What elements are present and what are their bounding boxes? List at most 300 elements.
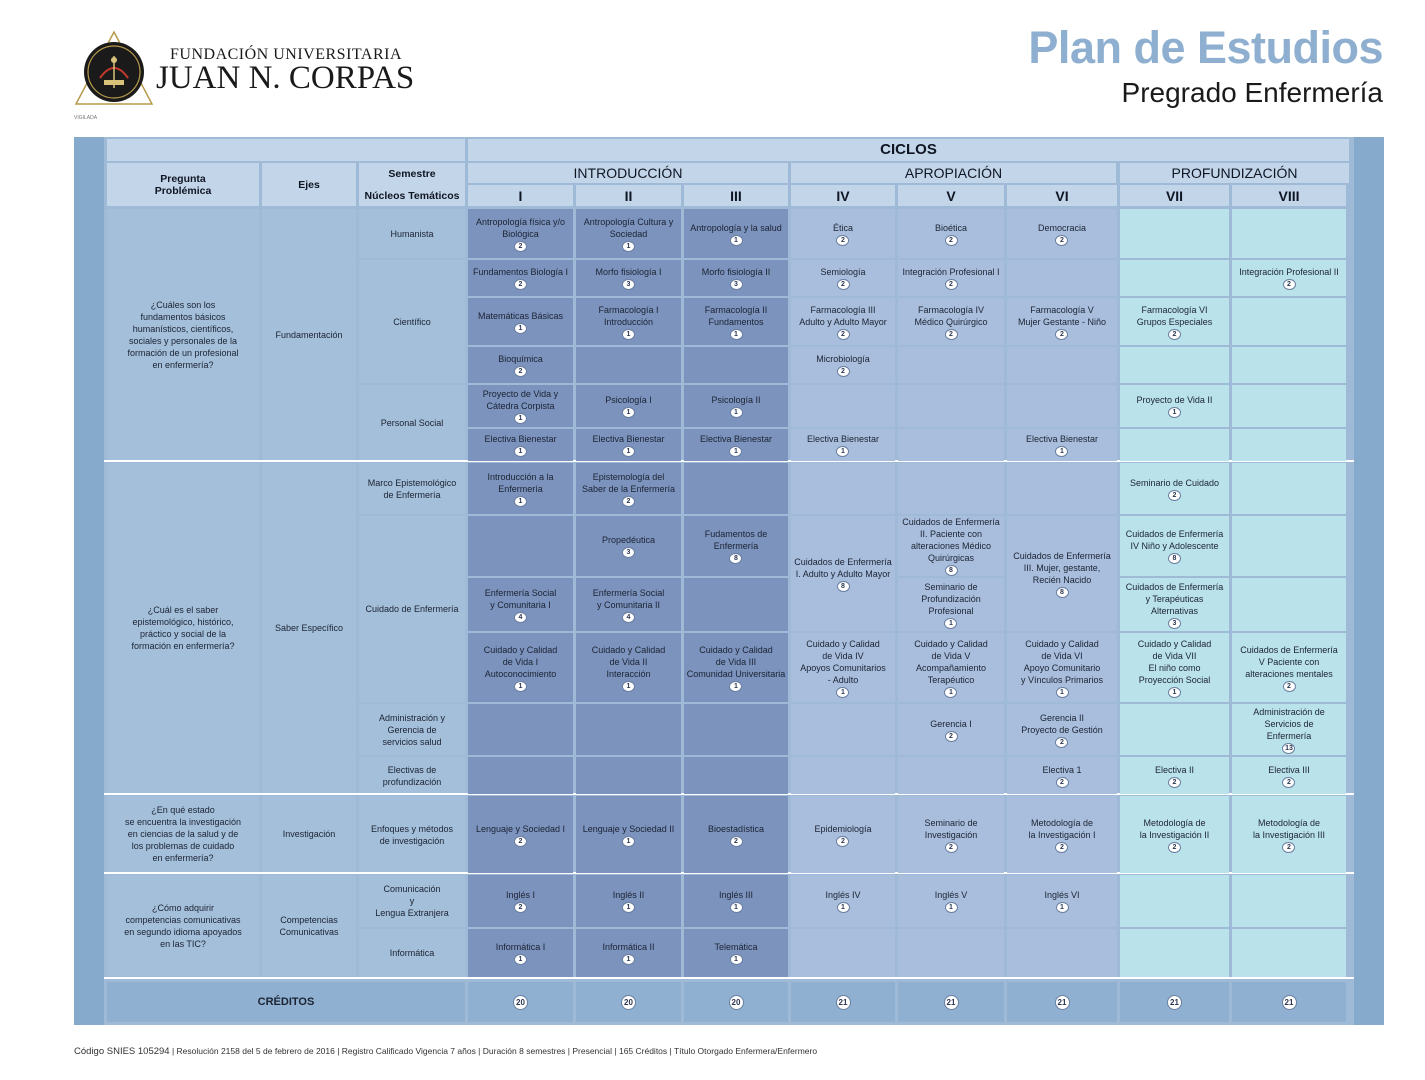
course-name: Integración Profesional II — [1239, 267, 1339, 277]
course — [914, 304, 987, 340]
course-name: Farmacología V Mujer Gestante - Niño — [1017, 304, 1107, 327]
course — [1018, 304, 1106, 340]
course-cell — [1007, 347, 1117, 383]
course — [930, 718, 972, 742]
course-name: Bioética — [934, 222, 968, 233]
course-cell — [898, 347, 1004, 383]
semester-2 — [576, 185, 681, 206]
course — [598, 304, 658, 340]
course-name: Electiva III — [1268, 764, 1310, 775]
course — [484, 433, 556, 457]
semester-8 — [1232, 185, 1346, 206]
semester-5 — [898, 185, 1004, 206]
nucleo-6 — [359, 704, 465, 755]
credit-badge: 2 — [945, 731, 958, 742]
course-cell — [684, 385, 788, 427]
course — [1028, 817, 1095, 853]
nucleo-text: Informática — [389, 948, 435, 958]
course-name: Electiva Bienestar — [806, 434, 880, 444]
course-name: Cuidados de Enfermería IV Niño y Adolescente — [1125, 529, 1224, 551]
nucleo-text: Marco Epistemológico de Enfermería — [367, 477, 457, 500]
course-cell — [791, 260, 895, 296]
course-name: Enfermería Social y Comunitaria II — [592, 587, 665, 610]
nucleo-4 — [359, 463, 465, 514]
credits-cell — [576, 982, 681, 1022]
course — [1126, 528, 1224, 564]
course — [1137, 304, 1213, 340]
question-text: ¿Cuál es el saber epistemológico, histórico, práctico y social de la formación en enfermería? — [131, 605, 235, 651]
course-cell — [576, 633, 681, 702]
course-cell — [1120, 633, 1229, 702]
course-name: Administración de Servicios de Enfermería — [1253, 706, 1325, 741]
course-cell — [576, 209, 681, 258]
course-cell — [468, 429, 573, 461]
credit-badge: 2 — [1283, 681, 1296, 692]
course-name: Lenguaje y Sociedad I — [475, 823, 566, 834]
credit-badge: 2 — [1283, 279, 1296, 290]
course — [714, 941, 757, 965]
course — [1126, 581, 1224, 629]
course-name: Farmacología III Adulto y Adulto Mayor — [799, 304, 887, 327]
semester-7 — [1120, 185, 1229, 206]
course-cell — [791, 757, 895, 794]
course-name: Electiva 1 — [1042, 764, 1082, 775]
course-cell — [468, 463, 573, 514]
header-blank — [107, 139, 465, 161]
course-name: Farmacología VI Grupos Especiales — [1136, 304, 1213, 327]
course-name: Morfo fisiología II — [701, 267, 771, 277]
course-cell — [576, 796, 681, 873]
course-cell — [1120, 385, 1229, 427]
course-cell — [576, 260, 681, 296]
course-cell — [1007, 516, 1117, 631]
question-text: ¿En qué estado se encuentra la investigación en ciencias de la salud y de los problemas de cuidado en enfermería? — [124, 805, 242, 863]
credit-badge: 2 — [514, 836, 527, 847]
course — [1138, 638, 1212, 698]
course-cell — [791, 516, 895, 631]
course-name: Ética — [832, 222, 853, 233]
course — [1013, 550, 1111, 598]
course-name: Telemática — [714, 942, 758, 952]
page-title: Plan de Estudios — [1028, 22, 1383, 73]
course-name: Electiva Bienestar — [699, 434, 773, 444]
course-name: Semiología — [820, 267, 866, 277]
course — [485, 587, 557, 623]
course — [605, 394, 652, 418]
course-cell — [898, 385, 1004, 427]
course — [814, 823, 871, 847]
course-cell — [898, 463, 1004, 514]
course-name: Inglés II — [612, 890, 645, 900]
course — [902, 516, 1000, 576]
question-2 — [107, 463, 259, 793]
total-credits-badge: 20 — [513, 995, 528, 1010]
course-name: Bioestadística — [707, 823, 765, 834]
course-cell — [468, 757, 573, 794]
course-cell — [898, 929, 1004, 977]
course-name: Inglés III — [718, 890, 754, 900]
course-name: Electiva Bienestar — [484, 434, 557, 444]
credits-cell — [1232, 982, 1346, 1022]
course-name: Farmacología II Fundamentos — [704, 304, 768, 327]
course — [602, 941, 654, 965]
course — [487, 471, 553, 507]
course — [473, 266, 568, 290]
course — [935, 222, 967, 246]
credit-badge: 2 — [1055, 235, 1068, 246]
nucleo-text: Humanista — [390, 228, 434, 239]
credit-badge: 2 — [1168, 329, 1181, 340]
course-cell — [1120, 875, 1229, 927]
credit-badge: 1 — [944, 687, 957, 698]
course-name: Psicología II — [711, 395, 761, 405]
course-cell — [791, 463, 895, 514]
credit-badge: 2 — [945, 235, 958, 246]
credits-cell — [1120, 982, 1229, 1022]
course-name: Matemáticas Básicas — [477, 310, 564, 321]
credits-label — [107, 982, 465, 1022]
course-cell — [576, 929, 681, 977]
course-cell — [791, 796, 895, 873]
nucleo-5 — [359, 516, 465, 702]
course-cell — [1120, 704, 1229, 755]
axis-4 — [262, 875, 356, 976]
ejes-header-text: Ejes — [298, 178, 320, 191]
course-cell — [1120, 347, 1229, 383]
course — [1038, 222, 1086, 246]
axis-text: Fundamentación — [275, 329, 343, 340]
axis-2 — [262, 463, 356, 793]
credit-badge: 1 — [514, 413, 527, 424]
course-cell — [576, 298, 681, 345]
course-cell — [468, 385, 573, 427]
course — [592, 644, 666, 692]
course — [583, 823, 675, 847]
course-cell — [791, 385, 895, 427]
course-cell — [1232, 260, 1346, 296]
course-cell — [791, 704, 895, 755]
course — [496, 941, 546, 965]
credit-badge: 2 — [1056, 777, 1069, 788]
cycle-apropiacion — [791, 163, 1116, 183]
course — [1253, 706, 1325, 754]
course — [902, 266, 999, 290]
course — [1268, 764, 1310, 788]
credit-badge: 1 — [730, 902, 743, 913]
course-cell — [1007, 463, 1117, 514]
credit-badge: 2 — [514, 279, 527, 290]
course — [719, 889, 753, 913]
course-cell — [898, 298, 1004, 345]
course-name: Cuidados de Enfermería III. Mujer, gestante, Recién Nacido — [1013, 550, 1111, 585]
course-cell — [1007, 429, 1117, 461]
question-text: ¿Cómo adquirir competencias comunicativas en segundo idioma apoyados en las TIC? — [124, 902, 242, 949]
course-cell — [468, 875, 573, 927]
course-name: Cuidado y Calidad de Vida II Interacción — [591, 644, 666, 679]
course-cell — [898, 429, 1004, 461]
semester-4 — [791, 185, 895, 206]
course-name: Cuidado y Calidad de Vida IV Apoyos Comunitarios - Adulto — [800, 638, 886, 685]
cycle-introduccion-text: INTRODUCCIÓN — [573, 165, 683, 181]
semester-5-text: V — [946, 187, 956, 204]
credit-badge: 2 — [837, 366, 850, 377]
course-cell — [791, 875, 895, 927]
course — [506, 889, 535, 913]
credit-badge: 2 — [836, 235, 849, 246]
course — [833, 222, 853, 246]
course-cell — [791, 209, 895, 258]
course-name: Epidemiología — [814, 823, 872, 834]
nucleo-text: Administración y Gerencia de servicios salud — [378, 712, 446, 747]
course-cell — [1120, 429, 1229, 461]
credit-badge: 1 — [837, 902, 850, 913]
org-name-line2: JUAN N. CORPAS — [156, 60, 415, 96]
course-name: Inglés VI — [1044, 890, 1080, 900]
course-cell — [684, 875, 788, 927]
course-cell — [576, 875, 681, 927]
course — [914, 638, 988, 698]
cycle-profundizacion — [1120, 163, 1349, 183]
course-name: Inglés IV — [825, 890, 861, 900]
course — [711, 394, 760, 418]
credits-cell — [468, 982, 573, 1022]
credit-badge: 2 — [1282, 842, 1295, 853]
course — [498, 353, 543, 377]
course-cell — [684, 757, 788, 794]
course-name: Fudamentos de Enfermería — [704, 529, 768, 551]
semester-8-text: VIII — [1278, 187, 1300, 204]
course-cell — [468, 929, 573, 977]
course-cell — [1007, 929, 1117, 977]
course — [1044, 889, 1079, 913]
credit-badge: 4 — [622, 612, 635, 623]
course — [483, 388, 558, 424]
nucleo-7 — [359, 757, 465, 794]
course-name: Bioquímica — [498, 354, 543, 364]
semester-3 — [684, 185, 788, 206]
course — [825, 889, 860, 913]
course — [1021, 712, 1103, 748]
credit-badge: 1 — [622, 329, 635, 340]
course-name: Epistemología del Saber de la Enfermería — [581, 471, 676, 494]
total-credits-badge: 20 — [729, 995, 744, 1010]
semester-2-text: II — [624, 187, 633, 204]
course-name: Antropología física y/o Biológica — [475, 216, 566, 239]
course-name: Farmacología IV Médico Quirúrgico — [914, 304, 988, 327]
course-cell — [1120, 209, 1229, 258]
semester-1-text: I — [518, 187, 523, 204]
credit-badge: 1 — [1056, 687, 1069, 698]
course-cell — [791, 429, 895, 461]
credit-badge: 1 — [622, 446, 635, 457]
credits-cell — [684, 982, 788, 1022]
credit-badge: 1 — [1056, 902, 1069, 913]
course-cell — [468, 578, 573, 631]
course-name: Proyecto de Vida II — [1136, 395, 1213, 405]
page-subtitle: Pregrado Enfermería — [1121, 77, 1383, 108]
question-1 — [107, 209, 259, 460]
course-cell — [1232, 209, 1346, 258]
course-cell — [468, 633, 573, 702]
course-name: Metodología de la Investigación I — [1028, 817, 1096, 840]
course-cell — [468, 704, 573, 755]
course-name: Antropología Cultura y Sociedad — [583, 216, 674, 239]
course — [794, 556, 892, 592]
course-cell — [468, 209, 573, 258]
semester-4-text: IV — [836, 187, 850, 204]
course-cell — [1120, 463, 1229, 514]
course-cell — [1232, 463, 1346, 514]
course-name: Cuidados de Enfermería y Terapéuticas Alternativas — [1125, 581, 1224, 616]
course-cell — [898, 875, 1004, 927]
course — [1130, 477, 1219, 501]
total-credits-badge: 21 — [1055, 995, 1070, 1010]
course — [1137, 394, 1213, 418]
course-name: Cuidado y Calidad de Vida V Acompañamiento Terapéutico — [914, 638, 988, 685]
pregunta-header — [107, 163, 259, 206]
group-divider — [104, 977, 1354, 979]
course — [582, 471, 675, 507]
total-credits-badge: 21 — [1282, 995, 1297, 1010]
credit-badge: 1 — [1168, 407, 1181, 418]
course-name: Seminario de Cuidado — [1129, 477, 1220, 488]
course-cell — [1232, 578, 1346, 631]
axis-text: Investigación — [282, 829, 336, 839]
credit-badge: 1 — [622, 241, 635, 252]
question-3 — [107, 796, 259, 872]
course — [924, 817, 977, 853]
credit-badge: 2 — [514, 366, 527, 377]
credit-badge: 1 — [622, 836, 635, 847]
course-cell — [1007, 875, 1117, 927]
course — [1042, 764, 1081, 788]
credit-badge: 2 — [837, 329, 850, 340]
course — [613, 889, 645, 913]
credit-badge: 2 — [945, 329, 958, 340]
course-cell — [684, 463, 788, 514]
course-name: Lenguaje y Sociedad II — [582, 823, 675, 834]
course-cell — [898, 796, 1004, 873]
credit-badge: 1 — [622, 902, 635, 913]
question-text: ¿Cuáles son los fundamentos básicos humanísticos, científicos, sociales y personales de la formación de un profesional en enfermería? — [127, 299, 239, 370]
ciclos-header — [468, 139, 1349, 161]
course-cell — [1232, 429, 1346, 461]
org-name-line1: FUNDACIÓN UNIVERSITARIA — [170, 46, 402, 63]
nucleo-text: Personal Social — [380, 418, 444, 428]
course-cell — [684, 516, 788, 576]
nucleo-1 — [359, 209, 465, 258]
credit-badge: 2 — [730, 836, 743, 847]
course-cell — [791, 633, 895, 702]
pregunta-header-text: Pregunta Problémica — [154, 172, 212, 197]
course-cell — [898, 633, 1004, 702]
semester-3-text: III — [730, 187, 742, 204]
course-cell — [791, 347, 895, 383]
course-cell — [898, 260, 1004, 296]
course — [1240, 644, 1338, 692]
course — [1140, 817, 1210, 853]
course-name: Cuidados de Enfermería V Paciente con alteraciones mentales — [1240, 644, 1338, 679]
course-cell — [1232, 347, 1346, 383]
credit-badge: 2 — [945, 279, 958, 290]
credit-badge: 1 — [836, 446, 849, 457]
course-cell — [684, 578, 788, 631]
nucleo-text: Comunicación y Lengua Extranjera — [375, 884, 449, 918]
nucleo-3 — [359, 385, 465, 461]
course-cell — [576, 347, 681, 383]
course-cell — [898, 209, 1004, 258]
credit-badge: 2 — [514, 902, 527, 913]
credit-badge: 2 — [1282, 777, 1295, 788]
ciclos-header-text: CICLOS — [880, 141, 937, 158]
course-name: Morfo fisiología I — [595, 267, 662, 277]
credit-badge: 3 — [622, 279, 635, 290]
course-cell — [684, 298, 788, 345]
credit-badge: 2 — [622, 496, 635, 507]
course-cell — [576, 385, 681, 427]
course-cell — [576, 516, 681, 576]
course-name: Cuidado y Calidad de Vida III Comunidad Universitaria — [686, 644, 786, 679]
course — [592, 433, 664, 457]
credit-badge: 1 — [622, 407, 635, 418]
course-cell — [468, 260, 573, 296]
footer-details: | Resolución 2158 del 5 de febrero de 2016 | Registro Calificado Vigencia 7 años | Duración 8 semestres | Presencial | 165 Créditos | Título Otorgado Enfermera/Enfermero — [171, 1046, 818, 1056]
axis-text: Saber Específico — [274, 623, 344, 633]
course-cell — [684, 796, 788, 873]
credits-cell — [1007, 982, 1117, 1022]
credit-badge: 2 — [1168, 777, 1181, 788]
course-cell — [1007, 633, 1117, 702]
course — [1239, 266, 1339, 290]
question-4 — [107, 875, 259, 976]
course-cell — [684, 633, 788, 702]
course-cell — [468, 796, 573, 873]
cycle-introduccion — [468, 163, 788, 183]
course — [921, 581, 981, 629]
course-name: Inglés I — [505, 890, 536, 900]
course-name: Introducción a la Enfermería — [487, 471, 554, 494]
total-credits-badge: 21 — [1167, 995, 1182, 1010]
course-name: Metodología de la Investigación II — [1139, 817, 1210, 840]
course-name: Psicología I — [605, 395, 652, 405]
course-name: Democracia — [1037, 222, 1086, 233]
total-credits-badge: 20 — [621, 995, 636, 1010]
credit-badge: 1 — [730, 235, 743, 246]
course — [595, 266, 661, 290]
course — [687, 644, 786, 692]
nucleos-header-text: Núcleos Temáticos — [364, 189, 460, 202]
semester-1 — [468, 185, 573, 206]
nucleo-2 — [359, 260, 465, 383]
credit-badge: 13 — [1282, 743, 1295, 754]
credit-badge: 3 — [622, 547, 635, 558]
nucleo-10 — [359, 929, 465, 977]
course — [476, 823, 565, 847]
credit-badge: 3 — [1168, 618, 1181, 629]
course-name: Informática II — [602, 942, 655, 952]
course-cell — [1120, 796, 1229, 873]
course-name: Microbiología — [816, 354, 870, 364]
axis-1 — [262, 209, 356, 460]
credit-badge: 2 — [1168, 490, 1181, 501]
course-name: Gerencia II Proyecto de Gestión — [1021, 712, 1103, 735]
nucleo-text: Científico — [393, 316, 431, 327]
cycle-apropiacion-text: APROPIACIÓN — [904, 165, 1003, 181]
nucleo-8 — [359, 796, 465, 873]
course — [1253, 817, 1325, 853]
course-cell — [1232, 796, 1346, 873]
course-name: Fundamentos Biología I — [472, 267, 569, 277]
